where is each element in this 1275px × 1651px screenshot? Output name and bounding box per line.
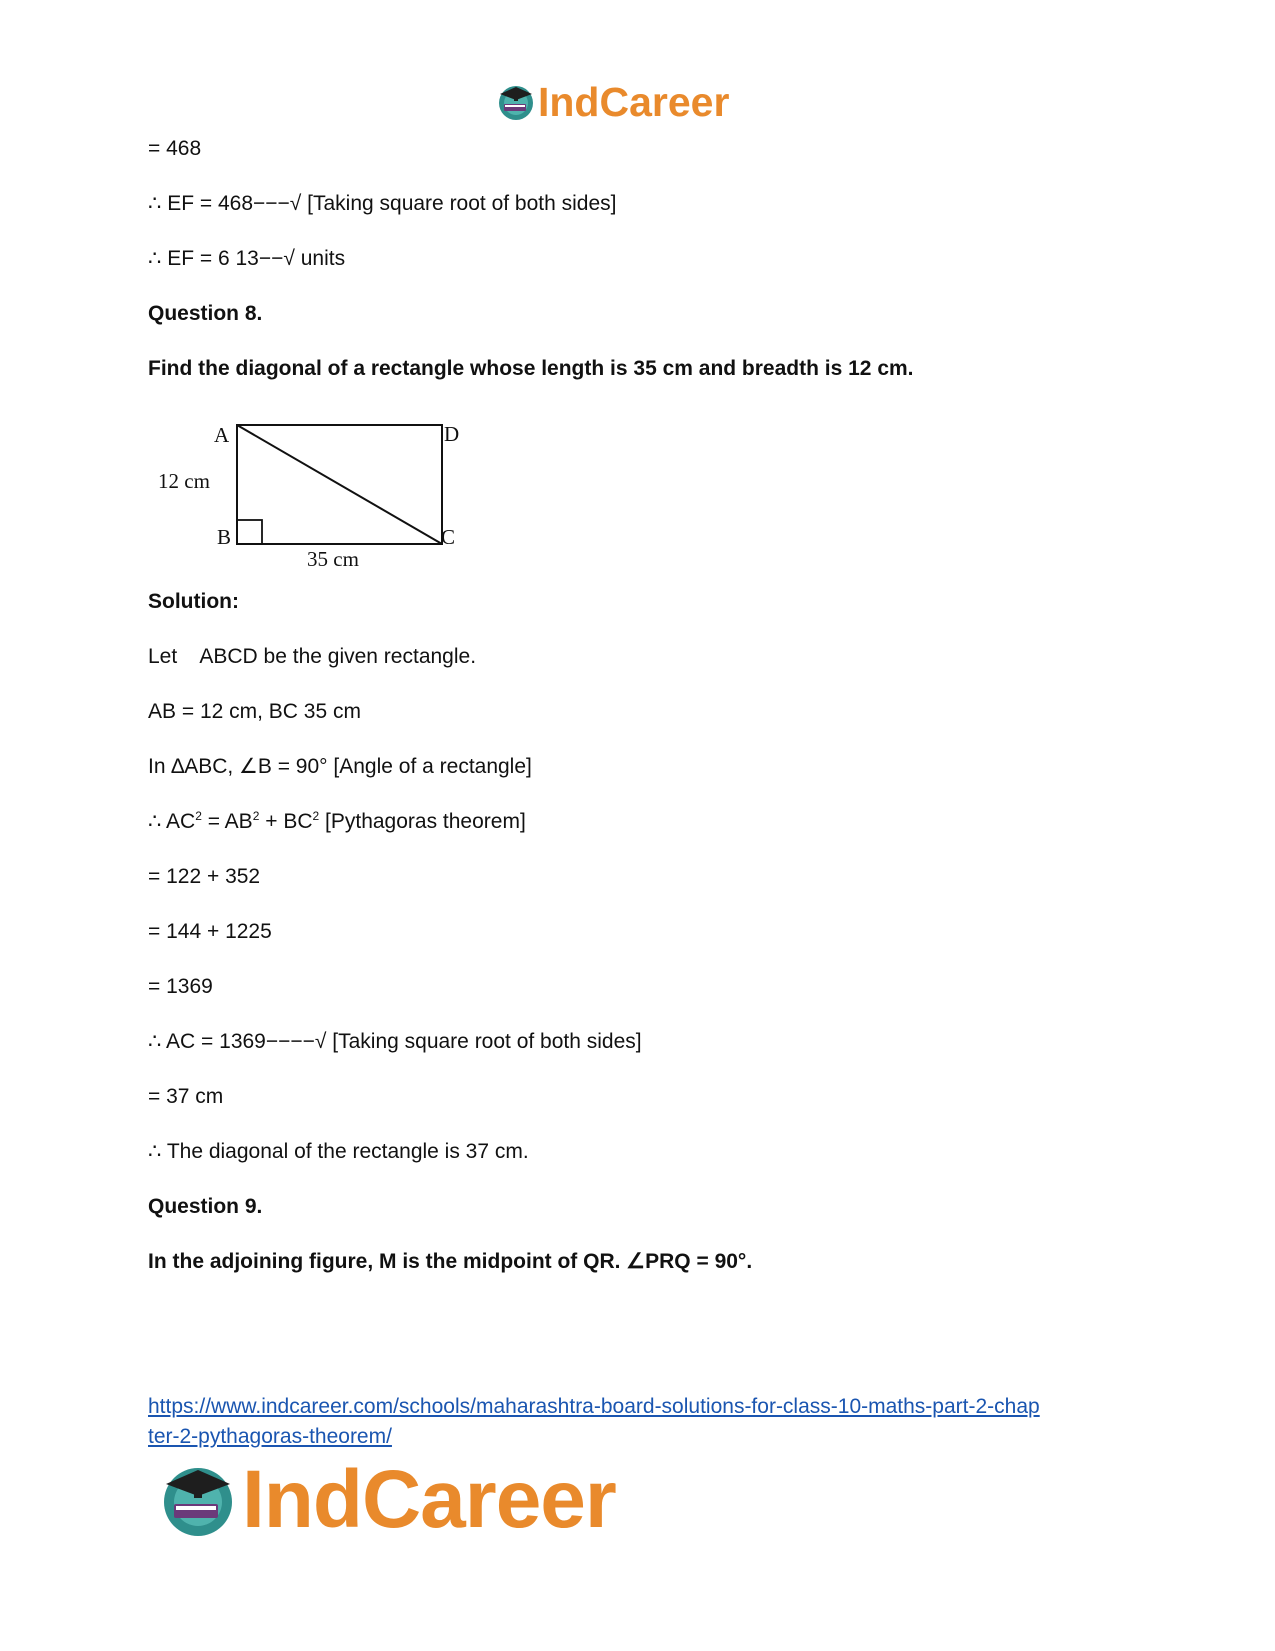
text-line: ∴ AC = 1369−−−−√ [Taking square root of both sides]: [148, 1030, 642, 1053]
graduation-cap-icon: [496, 82, 536, 122]
solution-heading: Solution:: [148, 590, 239, 613]
link-line-2: ter-2-pythagoras-theorem/: [148, 1425, 392, 1448]
pyth-part: = AB: [201, 810, 253, 833]
text-line: Let ABCD be the given rectangle.: [148, 645, 477, 668]
text-line: AB = 12 cm, BC 35 cm: [148, 700, 361, 723]
logo-text: IndCareer: [242, 1454, 616, 1545]
superscript: 2: [195, 809, 202, 823]
vertex-label-d: D: [444, 422, 460, 446]
footer-logo: [158, 1455, 616, 1545]
source-link[interactable]: [148, 1395, 1040, 1448]
question-text: In the adjoining figure, M is the midpoint of QR. ∠PRQ = 90°.: [148, 1250, 753, 1273]
source-link-block: [148, 1392, 1148, 1452]
text-line: = 37 cm: [148, 1085, 224, 1108]
rectangle-diagram: [152, 405, 472, 581]
logo-text: IndCareer: [538, 78, 730, 125]
question-text: Find the diagonal of a rectangle whose length is 35 cm and breadth is 12 cm.: [148, 357, 914, 380]
base-length-label: 35 cm: [307, 547, 359, 571]
text-line: = 122 + 352: [148, 865, 261, 888]
header-logo: [496, 76, 729, 128]
vertex-label-c: C: [441, 525, 456, 549]
question-title: Question 8.: [148, 302, 263, 325]
right-angle-marker: [237, 520, 262, 544]
text-line: = 1369: [148, 975, 213, 998]
text-line: = 468: [148, 137, 202, 160]
pythagoras-line: [148, 809, 1158, 835]
link-line-1: https://www.indcareer.com/schools/maharashtra-board-solutions-for-class-10-maths-part-2-chap: [148, 1395, 1040, 1418]
side-length-label: 12 cm: [158, 469, 210, 493]
question-title: Question 9.: [148, 1195, 263, 1218]
vertex-label-b: B: [217, 525, 232, 549]
pyth-part: [Pythagoras theorem]: [319, 810, 526, 833]
diagonal-line: [237, 425, 442, 544]
text-line: ∴ EF = 468−−−√ [Taking square root of both sides]: [148, 192, 617, 215]
text-line: ∴ EF = 6 13−−√ units: [148, 247, 346, 270]
vertex-label-a: A: [214, 423, 230, 447]
pyth-part: + BC: [259, 810, 313, 833]
pyth-part: ∴ AC: [148, 810, 196, 833]
text-line: ∴ The diagonal of the rectangle is 37 cm.: [148, 1140, 529, 1163]
text-line: In ∆ABC, ∠B = 90° [Angle of a rectangle]: [148, 755, 532, 778]
graduation-cap-icon: [158, 1460, 238, 1540]
text-line: = 144 + 1225: [148, 920, 272, 943]
rectangle-figure: [152, 405, 472, 581]
document-body: [148, 136, 1158, 1304]
superscript: 2: [312, 809, 320, 823]
superscript: 2: [252, 809, 260, 823]
